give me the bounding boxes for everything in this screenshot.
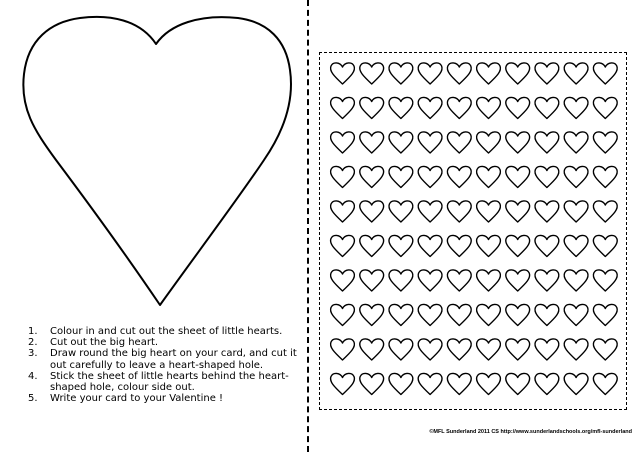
- small-heart-icon: [360, 201, 384, 222]
- small-heart-icon: [418, 201, 442, 222]
- small-heart-icon: [447, 97, 471, 118]
- small-heart-icon: [535, 201, 559, 222]
- small-heart-icon: [447, 339, 471, 360]
- small-heart-icon: [593, 373, 617, 394]
- small-heart-icon: [447, 63, 471, 84]
- small-heart-icon: [593, 63, 617, 84]
- small-heart-icon: [506, 339, 530, 360]
- small-heart-icon: [564, 270, 588, 291]
- small-heart-icon: [506, 201, 530, 222]
- small-heart-icon: [331, 339, 355, 360]
- small-heart-icon: [447, 201, 471, 222]
- small-heart-icon: [506, 235, 530, 256]
- small-heart-icon: [535, 270, 559, 291]
- small-heart-icon: [360, 235, 384, 256]
- small-heart-icon: [477, 304, 501, 325]
- small-heart-icon: [593, 166, 617, 187]
- instructions-list: [28, 326, 298, 404]
- small-heart-icon: [418, 132, 442, 153]
- small-heart-icon: [535, 166, 559, 187]
- small-heart-icon: [593, 339, 617, 360]
- small-heart-icon: [360, 304, 384, 325]
- small-heart-icon: [535, 63, 559, 84]
- small-heart-icon: [331, 201, 355, 222]
- instruction-item: [28, 337, 298, 348]
- small-heart-icon: [331, 166, 355, 187]
- small-heart-icon: [447, 166, 471, 187]
- little-hearts-sheet: [319, 52, 627, 410]
- instruction-number: 5.: [28, 393, 38, 405]
- instruction-text: Colour in and cut out the sheet of little hearts.: [50, 326, 283, 337]
- small-heart-icon: [331, 270, 355, 291]
- small-heart-icon: [593, 97, 617, 118]
- small-heart-icon: [564, 166, 588, 187]
- small-heart-icon: [593, 270, 617, 291]
- small-heart-icon: [564, 97, 588, 118]
- small-heart-icon: [389, 97, 413, 118]
- small-heart-icon: [331, 373, 355, 394]
- small-heart-icon: [389, 132, 413, 153]
- small-heart-icon: [360, 97, 384, 118]
- small-heart-icon: [535, 132, 559, 153]
- instruction-number: 4.: [28, 370, 38, 382]
- small-heart-icon: [593, 304, 617, 325]
- small-heart-icon: [389, 235, 413, 256]
- small-heart-icon: [477, 339, 501, 360]
- small-heart-icon: [564, 132, 588, 153]
- small-heart-icon: [360, 270, 384, 291]
- small-heart-icon: [506, 304, 530, 325]
- instruction-text: Cut out the big heart.: [50, 337, 159, 349]
- small-heart-icon: [564, 373, 588, 394]
- small-heart-icon: [535, 373, 559, 394]
- instruction-item: [28, 371, 298, 393]
- small-heart-icon: [447, 373, 471, 394]
- small-heart-icon: [389, 339, 413, 360]
- small-heart-icon: [389, 166, 413, 187]
- small-heart-icon: [564, 304, 588, 325]
- instruction-item: [28, 348, 298, 370]
- small-heart-icon: [360, 339, 384, 360]
- small-heart-icon: [418, 373, 442, 394]
- small-heart-icon: [506, 373, 530, 394]
- small-heart-icon: [389, 201, 413, 222]
- small-heart-icon: [447, 270, 471, 291]
- small-heart-icon: [477, 201, 501, 222]
- small-heart-icon: [447, 304, 471, 325]
- small-heart-icon: [593, 201, 617, 222]
- small-heart-icon: [360, 132, 384, 153]
- small-heart-icon: [535, 235, 559, 256]
- small-heart-icon: [418, 304, 442, 325]
- small-heart-icon: [331, 97, 355, 118]
- small-heart-icon: [389, 373, 413, 394]
- small-heart-icon: [477, 97, 501, 118]
- instruction-number: 2.: [28, 337, 38, 349]
- small-heart-icon: [535, 97, 559, 118]
- small-heart-icon: [477, 132, 501, 153]
- small-heart-icon: [535, 339, 559, 360]
- small-heart-icon: [506, 270, 530, 291]
- small-heart-icon: [331, 304, 355, 325]
- small-heart-icon: [477, 63, 501, 84]
- instruction-text: Draw round the big heart on your card, and cut it out carefully to leave a heart-shaped hole.: [50, 348, 297, 371]
- small-heart-icon: [564, 235, 588, 256]
- small-heart-icon: [447, 132, 471, 153]
- small-heart-icon: [593, 132, 617, 153]
- small-heart-icon: [418, 270, 442, 291]
- small-heart-icon: [535, 304, 559, 325]
- small-heart-icon: [389, 304, 413, 325]
- big-heart-outline: [0, 0, 307, 320]
- small-heart-icon: [564, 63, 588, 84]
- small-heart-icon: [418, 63, 442, 84]
- little-hearts-grid: [320, 53, 628, 411]
- small-heart-icon: [360, 373, 384, 394]
- small-heart-icon: [477, 166, 501, 187]
- small-heart-icon: [506, 166, 530, 187]
- small-heart-icon: [506, 63, 530, 84]
- small-heart-icon: [506, 132, 530, 153]
- instruction-number: 1.: [28, 326, 38, 337]
- small-heart-icon: [418, 339, 442, 360]
- small-heart-icon: [593, 235, 617, 256]
- small-heart-icon: [360, 63, 384, 84]
- instruction-text: Write your card to your Valentine !: [50, 393, 224, 405]
- instruction-text: Stick the sheet of little hearts behind the heart-shaped hole, colour side out.: [50, 370, 289, 394]
- copyright-credit: ©MFL Sunderland 2011 CS http://www.sunderlandschools.org/mfl-sunderland: [429, 429, 632, 435]
- heart-icon: [23, 17, 291, 305]
- small-heart-icon: [477, 235, 501, 256]
- small-heart-icon: [418, 97, 442, 118]
- small-heart-icon: [506, 97, 530, 118]
- instruction-item: [28, 393, 298, 404]
- small-heart-icon: [389, 270, 413, 291]
- small-heart-icon: [331, 132, 355, 153]
- instruction-number: 3.: [28, 348, 38, 360]
- small-heart-icon: [331, 63, 355, 84]
- small-heart-icon: [477, 373, 501, 394]
- small-heart-icon: [331, 235, 355, 256]
- small-heart-icon: [418, 235, 442, 256]
- small-heart-icon: [418, 166, 442, 187]
- instruction-item: [28, 326, 298, 337]
- cut-line-divider: [307, 0, 309, 452]
- small-heart-icon: [447, 235, 471, 256]
- small-heart-icon: [564, 201, 588, 222]
- small-heart-icon: [477, 270, 501, 291]
- small-heart-icon: [360, 166, 384, 187]
- small-heart-icon: [389, 63, 413, 84]
- small-heart-icon: [564, 339, 588, 360]
